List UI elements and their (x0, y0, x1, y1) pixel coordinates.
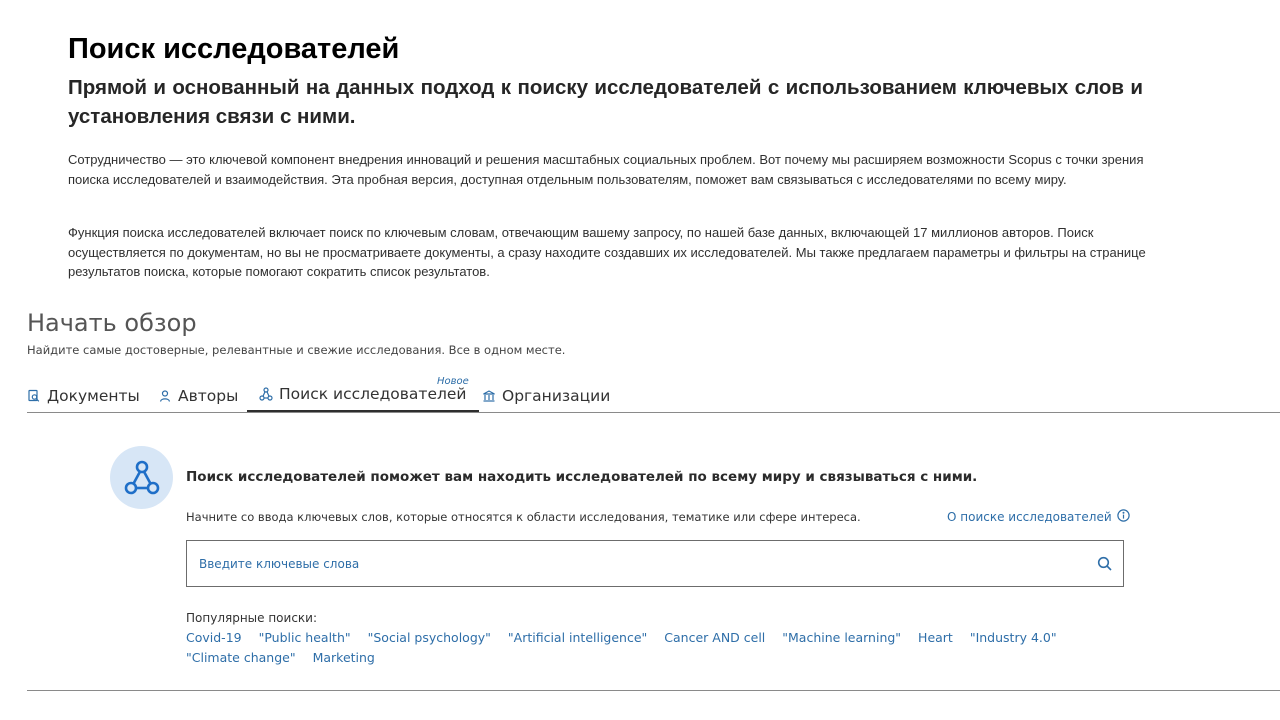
person-icon (158, 389, 172, 403)
researcher-discovery-promo-icon (110, 446, 173, 509)
tab-organizations[interactable] (482, 378, 610, 413)
start-subheading: Найдите самые достоверные, релевантные и свежие исследования. Все в одном месте. (27, 343, 566, 357)
new-badge: Новое (437, 376, 469, 387)
slide-paragraph-1: Сотрудничество — это ключевой компонент внедрения инноваций и решения масштабных социальных проблем. Вот почему мы расширяем возможности Scopus с точки зрения поиска исследователей и взаимодействия. Эта пробная версия, доступная отдельным пользователям, поможет вам связываться с исследователями по всему миру. (68, 152, 1144, 187)
popular-search-link[interactable]: Heart (918, 630, 953, 645)
promo-hint: Начните со ввода ключевых слов, которые относятся к области исследования, тематике или сфере интереса. (186, 510, 861, 524)
info-icon (1117, 509, 1130, 525)
popular-search-link[interactable]: "Artificial intelligence" (507, 630, 648, 645)
start-heading: Начать обзор (27, 309, 197, 337)
building-icon (482, 389, 496, 403)
tab-label: Организации (502, 386, 611, 405)
tab-label: Документы (47, 386, 140, 405)
popular-search-link[interactable]: Covid-19 (186, 630, 242, 645)
popular-search-link[interactable]: Marketing (312, 649, 375, 665)
popular-search-link[interactable]: "Public health" (258, 630, 351, 645)
tab-label: Авторы (178, 386, 239, 405)
section-divider (27, 690, 1280, 691)
popular-search-link[interactable]: "Climate change" (186, 649, 296, 665)
tab-researcher-discovery[interactable] (247, 378, 479, 413)
popular-searches-list (186, 628, 1126, 667)
network-icon (259, 387, 273, 401)
popular-search-link[interactable]: "Industry 4.0" (969, 630, 1057, 645)
popular-search-link[interactable]: "Machine learning" (782, 630, 902, 645)
tab-label: Поиск исследователей (279, 385, 467, 403)
popular-search-link[interactable]: Cancer AND cell (664, 630, 766, 645)
keyword-search-box (186, 540, 1124, 587)
promo-title: Поиск исследователей поможет вам находить исследователей по всему миру и связываться с ними. (186, 469, 978, 485)
slide-title: Поиск исследователей (68, 33, 400, 65)
popular-searches-label: Популярные поиски: (186, 611, 318, 625)
tab-authors[interactable] (158, 378, 238, 413)
tabs-divider (27, 412, 1280, 413)
network-icon (123, 459, 161, 497)
document-search-icon (27, 389, 41, 403)
slide-paragraph-2: Функция поиска исследователей включает поиск по ключевым словам, отвечающим вашему запросу, по нашей базе данных, включающей 17 миллионов авторов. Поиск осуществляется по документам, но вы не просматриваете документы, а сразу находите создавших их исследователей. Мы также предлагаем параметры и фильтры на странице результатов поиска, которые помогают сократить список результатов. (68, 225, 1146, 279)
search-tabs (27, 378, 1280, 413)
search-icon[interactable] (1097, 556, 1113, 572)
tab-documents[interactable] (27, 378, 140, 413)
popular-search-link[interactable]: "Social psychology" (367, 630, 491, 645)
about-link-label: О поиске исследователей (947, 510, 1112, 524)
about-researcher-discovery-link[interactable] (947, 509, 1130, 525)
keyword-search-input[interactable] (199, 541, 1079, 586)
slide-subtitle: Прямой и основанный на данных подход к поиску исследователей с использованием ключевых слов и установления связи с ними. (68, 76, 1143, 128)
